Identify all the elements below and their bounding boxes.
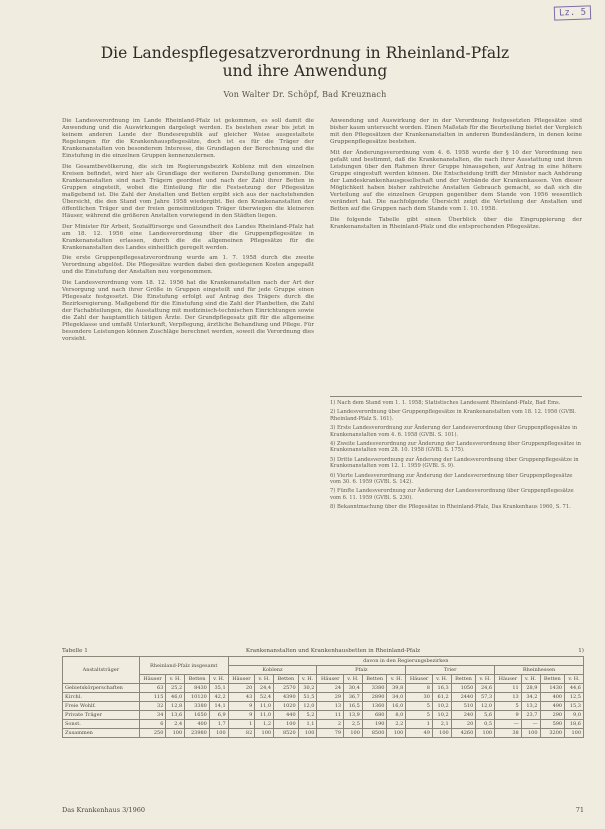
table-cell: 1050: [451, 684, 476, 693]
table-cell: 100: [432, 729, 451, 738]
table-header-cell: Häuser: [495, 675, 522, 684]
table-cell: 4390: [274, 693, 299, 702]
table-row: [63, 729, 584, 738]
table-cell: 34: [139, 711, 166, 720]
table-header-cell: Betten: [451, 675, 476, 684]
table-cell: 11: [317, 711, 344, 720]
table-cell: 9: [228, 702, 255, 711]
table-header-cell: Betten: [185, 675, 210, 684]
table-title: Krankenanstalten und Krankenhausbetten in Rheinland-Pfalz: [245, 648, 421, 654]
statistics-table: [62, 656, 584, 738]
table-cell: 79: [317, 729, 344, 738]
table-cell: 13,6: [166, 711, 185, 720]
table-cell: 9: [495, 711, 522, 720]
table-cell: 12,0: [476, 702, 495, 711]
table-cell: 46,0: [166, 693, 185, 702]
table-cell: 18,6: [565, 720, 584, 729]
table-row: [63, 693, 584, 702]
table-cell: 2440: [451, 693, 476, 702]
table-cell: 57,3: [476, 693, 495, 702]
table-cell: 8,0: [387, 711, 406, 720]
article-title: [60, 44, 550, 80]
table-header-cell: Rheinland-Pfalz insgesamt: [139, 657, 228, 675]
table-header-cell: v. H.: [209, 675, 228, 684]
table-cell: 8430: [185, 684, 210, 693]
table-row-label: Freie Wohlf.: [63, 702, 140, 711]
table-cell: 13: [495, 693, 522, 702]
table-cell: 100: [387, 729, 406, 738]
table-header-cell: Häuser: [139, 675, 166, 684]
table-header-cell: v. H.: [255, 675, 274, 684]
table-header-cell: Häuser: [317, 675, 344, 684]
table-cell: 1360: [362, 702, 387, 711]
table-cell: 0,5: [476, 720, 495, 729]
table-cell: —: [495, 720, 522, 729]
table-cell: 14,1: [209, 702, 228, 711]
right-paragraph: Mit der Änderungsverordnung vom 4. 6. 1958 wurde der § 10 der Verordnung neu gefaßt und bestimmt, daß die Krankenanstalten, die nach ihrer Ausstattung und ihren Leistungen über den Rahmen ihrer Gruppe hinausgehen, auf Antrag in eine höhere Gruppe eingestuft werden können. Die Entscheidung trifft der Minister nach Anhörung der Landeskrankenhausgesellschaft und der Verbände der Krankenkassen. Von dieser Möglichkeit haben bisher zahlreiche Anstalten Gebrauch gemacht, so daß sich die Verteilung auf die einzelnen Gruppen gegenüber dem Stande von 1956 wesentlich verändert hat. Die nachfolgende Übersicht zeigt die Verteilung der Anstalten und Betten auf die Gruppen nach dem Stande vom 1. 10. 1958.: [330, 149, 582, 213]
table-cell: 11,0: [255, 711, 274, 720]
left-paragraph: Die erste Gruppenpflegesatzverordnung wurde am 1. 7. 1958 durch die zweite Verordnung abgelöst. Die Pflegesätze wurden dabei den gestiegenen Kosten angepaßt und die Einstufung der Anstalten neu vorgenommen.: [62, 255, 314, 276]
table-cell: 5: [406, 711, 433, 720]
table-cell: 30,4: [344, 684, 363, 693]
table-header-cell: Häuser: [228, 675, 255, 684]
table-header-cell: Anstaltsträger: [63, 657, 140, 684]
table-cell: 1,1: [298, 720, 317, 729]
table-cell: 15,3: [565, 702, 584, 711]
table-cell: 2,1: [432, 720, 451, 729]
table-cell: 1,7: [209, 720, 228, 729]
table-label: Tabelle 1: [62, 648, 88, 654]
right-paragraph: Die folgende Tabelle gibt einen Überblick über die Eingruppierung der Krankenanstalten in Rheinland-Pfalz und die entsprechenden Pflegesätze.: [330, 216, 582, 230]
footer-journal: Das Krankenhaus 3/1960: [62, 806, 146, 814]
table-cell: 250: [139, 729, 166, 738]
table-row-label: Gebietskörperschaften: [63, 684, 140, 693]
table-header-cell: Trier: [406, 666, 495, 675]
table-cell: 100: [255, 729, 274, 738]
table-header-cell: Rheinhessen: [495, 666, 584, 675]
table-cell: 16,5: [344, 702, 363, 711]
table-cell: 20: [228, 684, 255, 693]
table-header-cell: v. H.: [476, 675, 495, 684]
table-cell: 32: [139, 702, 166, 711]
table-header-cell: v. H.: [521, 675, 540, 684]
table-cell: 100: [298, 729, 317, 738]
table-cell: 13,9: [344, 711, 363, 720]
table-cell: 25,2: [166, 684, 185, 693]
table-cell: 5,6: [476, 711, 495, 720]
table-cell: 2,5: [344, 720, 363, 729]
table-cell: 9,0: [565, 711, 584, 720]
table-row: [63, 684, 584, 693]
table-body: [63, 684, 584, 738]
table-cell: 8500: [362, 729, 387, 738]
table-cell: 39,8: [387, 684, 406, 693]
table-cell: 100: [274, 720, 299, 729]
table-cell: 29: [317, 693, 344, 702]
table-cell: 5,2: [298, 711, 317, 720]
table-row-label: Private Träger: [63, 711, 140, 720]
table-cell: 100: [209, 729, 228, 738]
table-cell: 100: [476, 729, 495, 738]
table-cell: 23,7: [521, 711, 540, 720]
table-cell: 44,6: [565, 684, 584, 693]
table-cell: 11,0: [255, 702, 274, 711]
table-header-row: [63, 675, 584, 684]
table-cell: 13,2: [521, 702, 540, 711]
table-cell: 4260: [451, 729, 476, 738]
table-header-row: [63, 657, 584, 666]
table-cell: 35,1: [209, 684, 228, 693]
footnotes-block: [330, 396, 582, 514]
table-cell: 240: [451, 711, 476, 720]
table-header-cell: Betten: [540, 675, 565, 684]
table-cell: 34,0: [387, 693, 406, 702]
article-byline: Von Walter Dr. Schöpf, Bad Kreuznach: [223, 90, 387, 99]
footnote: 1) Nach dem Stand vom 1. 1. 1958; Statistisches Landesamt Rheinland-Pfalz, Bad Ems.: [330, 400, 561, 406]
table-cell: 400: [185, 720, 210, 729]
footnote: 8) Bekanntmachung über die Pflegesätze in Rheinland-Pfalz, Das Krankenhaus 1960, S. 71.: [330, 504, 571, 511]
table-header-cell: v. H.: [565, 675, 584, 684]
table-cell: 52,4: [255, 693, 274, 702]
table-cell: 6: [139, 720, 166, 729]
table-cell: 13: [317, 702, 344, 711]
table-cell: 510: [451, 702, 476, 711]
table-cell: 2,2: [387, 720, 406, 729]
table-row: [63, 711, 584, 720]
title-line-2: und ihre Anwendung: [222, 62, 388, 80]
table-cell: 490: [540, 702, 565, 711]
table-cell: 16,0: [387, 702, 406, 711]
table-header-cell: Betten: [362, 675, 387, 684]
statistics-table-block: [62, 648, 584, 738]
table-cell: 36,7: [344, 693, 363, 702]
table-cell: 12,5: [565, 693, 584, 702]
table-cell: 3380: [185, 702, 210, 711]
page-number: 71: [575, 806, 584, 814]
table-header-cell: Häuser: [406, 675, 433, 684]
table-header-cell: davon in den Regierungsbezirken: [228, 657, 583, 666]
footnote: 2) Landesverordnung über Gruppenpflegesätze in Krankenanstalten vom 18. 12. 1956 (GVBl. Rheinland-Pfalz S. 161).: [330, 409, 577, 422]
left-column: [62, 118, 314, 438]
table-cell: 10,2: [432, 702, 451, 711]
page-footer: [62, 806, 584, 814]
left-paragraph: Die Landesverordnung vom 18. 12. 1956 hat die Krankenanstalten nach der Art der Versorgung und nach ihrer Größe in Gruppen eingeteilt und für jede Gruppe einen Pflegesatz festgesetzt. Die Einstufung erfolgt auf Antrag des Trägers durch die Bezirksregierung. Maßgebend für die Einstufung sind die Zahl der Planbetten, die Zahl der Fachabteilungen, die Ausstattung mit medizinisch-technischen Einrichtungen sowie die Zahl der hauptamtlich tätigen Ärzte. Der Grundpflegesatz gilt für die allgemeine Pflegeklasse und umfaßt Unterkunft, Verpflegung, ärztliche Behandlung und Pflege. Für besondere Leistungen können Zuschläge berechnet werden, soweit die Verordnung dies vorsieht.: [62, 279, 314, 343]
table-row-label: Kirchl.: [63, 693, 140, 702]
right-column: [330, 118, 582, 388]
table-cell: 290: [540, 711, 565, 720]
table-cell: 49: [406, 729, 433, 738]
table-cell: 6,9: [209, 711, 228, 720]
archive-stamp: Lz. 5: [554, 5, 592, 20]
table-cell: 100: [521, 729, 540, 738]
table-header-cell: Betten: [274, 675, 299, 684]
table-cell: 1,2: [255, 720, 274, 729]
table-cell: —: [521, 720, 540, 729]
footnote: 6) Vierte Landesverordnung zur Änderung der Landesverordnung über Gruppenpflegesätze vom 30. 6. 1959 (GVBl. S. 142).: [330, 472, 573, 486]
table-cell: 8: [406, 684, 433, 693]
table-cell: 440: [274, 711, 299, 720]
table-footnote-mark: 1): [578, 648, 584, 654]
table-header-cell: Koblenz: [228, 666, 317, 675]
table-cell: 100: [565, 729, 584, 738]
table-cell: 680: [362, 711, 387, 720]
table-cell: 24,4: [255, 684, 274, 693]
footnote: 5) Dritte Landesverordnung zur Änderung der Landesverordnung über Gruppenpflegesätze in Krankenanstalten vom 12. 1. 1959 (GVBl. S. 9).: [330, 456, 579, 470]
table-header-cell: v. H.: [166, 675, 185, 684]
table-cell: 11: [495, 684, 522, 693]
table-cell: 3380: [362, 684, 387, 693]
table-cell: 1: [406, 720, 433, 729]
table-cell: 5: [495, 702, 522, 711]
table-cell: 2570: [274, 684, 299, 693]
table-cell: 190: [362, 720, 387, 729]
table-cell: 63: [139, 684, 166, 693]
table-cell: 28,9: [521, 684, 540, 693]
table-row-label: Sonst.: [63, 720, 140, 729]
table-cell: 400: [540, 693, 565, 702]
table-header-cell: v. H.: [298, 675, 317, 684]
table-cell: 43: [228, 693, 255, 702]
table-row-label: Zusammen: [63, 729, 140, 738]
table-cell: 1: [228, 720, 255, 729]
table-cell: 2,4: [166, 720, 185, 729]
table-cell: 12,0: [298, 702, 317, 711]
table-cell: 82: [228, 729, 255, 738]
table-cell: 42,2: [209, 693, 228, 702]
table-row: [63, 720, 584, 729]
table-cell: 115: [139, 693, 166, 702]
right-paragraph: Anwendung und Auswirkung der in der Verordnung festgesetzten Pflegesätze sind bisher kaum untersucht worden. Einen Maßstab für die Beurteilung bietet der Vergleich mit den Pflegesätzen der Krankenanstalten in anderen Bundesländern, in denen keine Gruppenpflegesätze bestehen.: [330, 118, 582, 146]
table-cell: 100: [344, 729, 363, 738]
table-row: [63, 702, 584, 711]
left-paragraph: Der Minister für Arbeit, Sozialfürsorge und Gesundheit des Landes Rheinland-Pfalz hat am 18. 12. 1956 eine Landesverordnung über die Gruppenpflegesätze in Krankenanstalten erlassen, durch die die allgemeinen Pflegesätze für die Krankenanstalten des Landes einheitlich geregelt werden.: [62, 223, 314, 251]
left-paragraph: Die Gesamtbevölkerung, die sich im Regierungsbezirk Koblenz mit den einzelnen Kreisen befindet, wird hier als Grundlage der weiteren Darstellung genommen. Die Krankenanstalten sind nach Trägern geordnet und nach der Zahl ihrer Betten in Gruppen eingeteilt, wobei die Einteilung für die Festsetzung der Pflegesätze maßgebend ist. Die Zahl der Anstalten und Betten ergibt sich aus der nachstehenden Übersicht, die den Stand vom Jahre 1958 wiedergibt. Bei den Krankenanstalten der öffentlichen Träger und der freien gemeinnützigen Träger überwiegen die kleineren Häuser, während die größeren Anstalten vorwiegend in den Städten liegen.: [62, 163, 314, 220]
table-cell: 100: [166, 729, 185, 738]
table-cell: 10120: [185, 693, 210, 702]
table-cell: 24: [317, 684, 344, 693]
table-cell: 1430: [540, 684, 565, 693]
title-line-1: Die Landespflegesatzverordnung in Rheinland-Pfalz: [100, 44, 510, 62]
table-cell: 1020: [274, 702, 299, 711]
table-header-cell: v. H.: [344, 675, 363, 684]
table-cell: 2890: [362, 693, 387, 702]
table-cell: 1650: [185, 711, 210, 720]
table-cell: 12,8: [166, 702, 185, 711]
table-cell: 23980: [185, 729, 210, 738]
table-cell: 590: [540, 720, 565, 729]
table-cell: 16,3: [432, 684, 451, 693]
table-cell: 38: [495, 729, 522, 738]
table-cell: 5: [406, 702, 433, 711]
footnote: 4) Zweite Landesverordnung zur Änderung der Landesverordnung über Gruppenpflegesätze in Krankenanstalten vom 28. 10. 1958 (GVBl. S. 175).: [330, 441, 581, 454]
table-cell: 51,5: [298, 693, 317, 702]
table-cell: 30,2: [298, 684, 317, 693]
table-cell: 30: [406, 693, 433, 702]
table-cell: 24,6: [476, 684, 495, 693]
table-header-cell: Pfalz: [317, 666, 406, 675]
table-cell: 9: [228, 711, 255, 720]
table-caption: [62, 648, 584, 654]
table-cell: 2: [317, 720, 344, 729]
footnote: 3) Erste Landesverordnung zur Änderung der Landesverordnung über Gruppenpflegesätze in Krankenanstalten vom 4. 6. 1958 (GVBl. S. 101).: [330, 425, 578, 438]
table-cell: 8520: [274, 729, 299, 738]
table-cell: 34,2: [521, 693, 540, 702]
footnote: 7) Fünfte Landesverordnung zur Änderung der Landesverordnung über Gruppenpflegesätze vom 6. 11. 1959 (GVBl. S. 230).: [330, 488, 574, 501]
table-header-cell: v. H.: [432, 675, 451, 684]
table-cell: 20: [451, 720, 476, 729]
table-cell: 10,2: [432, 711, 451, 720]
table-header-cell: v. H.: [387, 675, 406, 684]
table-cell: 3200: [540, 729, 565, 738]
table-cell: 61,2: [432, 693, 451, 702]
left-paragraph: Die Landesverordnung im Lande Rheinland-Pfalz ist gekommen, es soll damit die Anwendung und die Auswirkungen dargelegt werden. Es bestehen zwar bis jetzt in keinem anderen Lande der Bundesrepublik auf gleicher Weise ausgestaltete Regelungen für die Krankenhauspflegesätze, doch ist es für die Träger der Krankenanstalten von besonderem Interesse, die Grundlagen der Berechnung und die Einstufung in die einzelnen Gruppen kennenzulernen.: [62, 118, 314, 160]
